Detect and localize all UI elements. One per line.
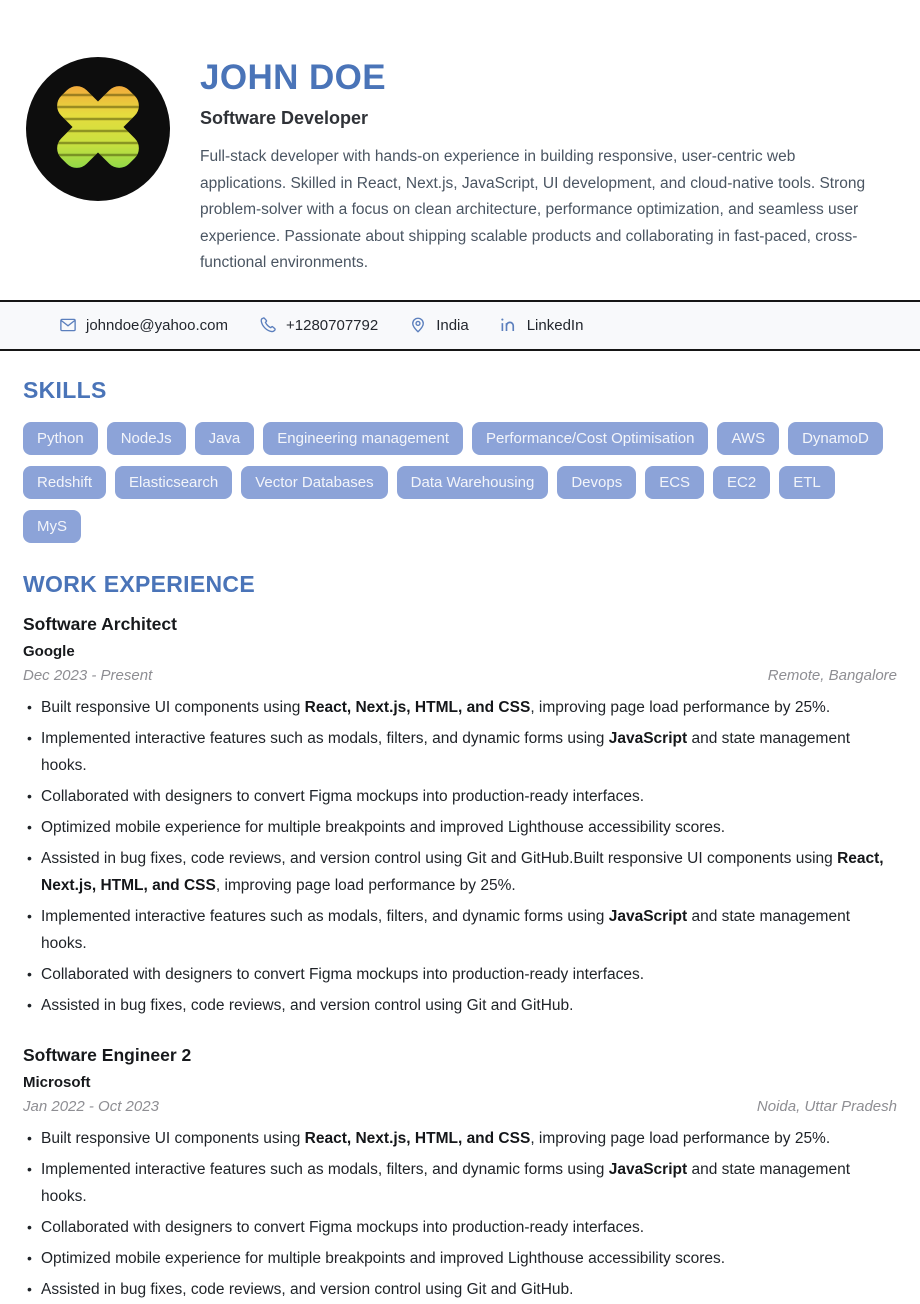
- contact-item-location-pin: [408, 316, 469, 335]
- skill-tag: Performance/Cost Optimisation: [472, 422, 708, 455]
- contact-item-linkedin[interactable]: [499, 316, 584, 335]
- contact-item-label: johndoe@yahoo.com: [86, 316, 228, 334]
- job-bullets: [23, 694, 897, 1019]
- skill-tag: EC2: [713, 466, 770, 499]
- skill-tags: [23, 422, 897, 543]
- contact-bar: [0, 300, 920, 351]
- skill-tag: ETL: [779, 466, 835, 499]
- job-dates: Dec 2023 - Present: [23, 666, 153, 684]
- job-bullet: • Built responsive UI components using React, Next.js, HTML, and CSS, improving page load performance by 25%.: [23, 1125, 897, 1152]
- job-meta: [23, 1098, 897, 1115]
- job-company: Google: [23, 642, 75, 660]
- contact-item-envelope[interactable]: [58, 316, 228, 335]
- job-bullet: • Implemented interactive features such as modals, filters, and dynamic forms using JavaScript and state management hooks.: [23, 725, 897, 779]
- contact-item-label: India: [436, 316, 469, 334]
- envelope-icon: [58, 316, 77, 335]
- job-title: Software Architect: [23, 613, 177, 634]
- job-bullet: • Implemented interactive features such as modals, filters, and dynamic forms using JavaScript and state management hooks.: [23, 1156, 897, 1210]
- job-bullet: • Assisted in bug fixes, code reviews, and version control using Git and GitHub.: [23, 1276, 897, 1303]
- skill-tag: ECS: [645, 466, 704, 499]
- contact-item-label: +1280707792: [286, 316, 379, 334]
- job-meta: [23, 667, 897, 684]
- job-bullet: • Assisted in bug fixes, code reviews, and version control using Git and GitHub.: [23, 992, 897, 1019]
- skill-tag: Python: [23, 422, 98, 455]
- skill-tag: Engineering management: [263, 422, 463, 455]
- skill-tag: Java: [195, 422, 255, 455]
- skill-tag: DynamoD: [788, 422, 883, 455]
- job-entry: [23, 614, 897, 1019]
- x-logo-icon: [48, 77, 148, 182]
- skill-tag: Devops: [557, 466, 636, 499]
- job-list: [23, 614, 897, 1303]
- linkedin-icon: [499, 316, 518, 335]
- job-bullet: • Collaborated with designers to convert Figma mockups into production-ready interfaces.: [23, 783, 897, 810]
- job-bullet: • Assisted in bug fixes, code reviews, and version control using Git and GitHub.Built responsive UI components using React, Next.js, HTML, and CSS, improving page load performance by 25%.: [23, 845, 897, 899]
- skill-tag: Elasticsearch: [115, 466, 232, 499]
- job-dates: Jan 2022 - Oct 2023: [23, 1097, 159, 1115]
- skill-tag: Redshift: [23, 466, 106, 499]
- phone-icon: [258, 316, 277, 335]
- contact-item-phone[interactable]: [258, 316, 378, 335]
- experience-section: [0, 571, 920, 1303]
- skill-tag: NodeJs: [107, 422, 186, 455]
- skill-tag: Data Warehousing: [397, 466, 549, 499]
- candidate-summary: Full-stack developer with hands-on experience in building responsive, user-centric web applications. Skilled in React, Next.js, JavaScript, UI development, and cloud-native tools. Strong problem-solver with a focus on clean architecture, performance optimization, and seamless user experience. Passionate about shipping scalable products and collaborating in fast-paced, cross-functional environments.: [200, 148, 866, 271]
- header-text: [200, 57, 898, 277]
- skill-tag: Vector Databases: [241, 466, 387, 499]
- job-bullet: • Collaborated with designers to convert Figma mockups into production-ready interfaces.: [23, 961, 897, 988]
- job-bullets: [23, 1125, 897, 1303]
- job-bullet: • Collaborated with designers to convert Figma mockups into production-ready interfaces.: [23, 1214, 897, 1241]
- candidate-name: JOHN DOE: [200, 58, 387, 97]
- job-bullet: • Built responsive UI components using React, Next.js, HTML, and CSS, improving page load performance by 25%.: [23, 694, 897, 721]
- skills-heading: SKILLS: [23, 376, 107, 403]
- job-bullet: • Implemented interactive features such as modals, filters, and dynamic forms using JavaScript and state management hooks.: [23, 903, 897, 957]
- header: [0, 0, 920, 277]
- job-bullet: • Optimized mobile experience for multiple breakpoints and improved Lighthouse accessibility scores.: [23, 814, 897, 841]
- skills-section: [0, 377, 920, 543]
- skill-tag: MyS: [23, 510, 81, 543]
- avatar: [26, 57, 170, 201]
- job-entry: [23, 1045, 897, 1303]
- contact-item-label: LinkedIn: [526, 316, 584, 334]
- job-location: Remote, Bangalore: [767, 666, 897, 684]
- candidate-title: Software Developer: [200, 108, 369, 128]
- job-title: Software Engineer 2: [23, 1044, 192, 1065]
- skill-tag: AWS: [717, 422, 779, 455]
- job-company: Microsoft: [23, 1073, 91, 1091]
- job-location: Noida, Uttar Pradesh: [756, 1097, 897, 1115]
- job-bullet: • Optimized mobile experience for multiple breakpoints and improved Lighthouse accessibility scores.: [23, 1245, 897, 1272]
- location-pin-icon: [408, 316, 427, 335]
- experience-heading: WORK EXPERIENCE: [23, 570, 255, 597]
